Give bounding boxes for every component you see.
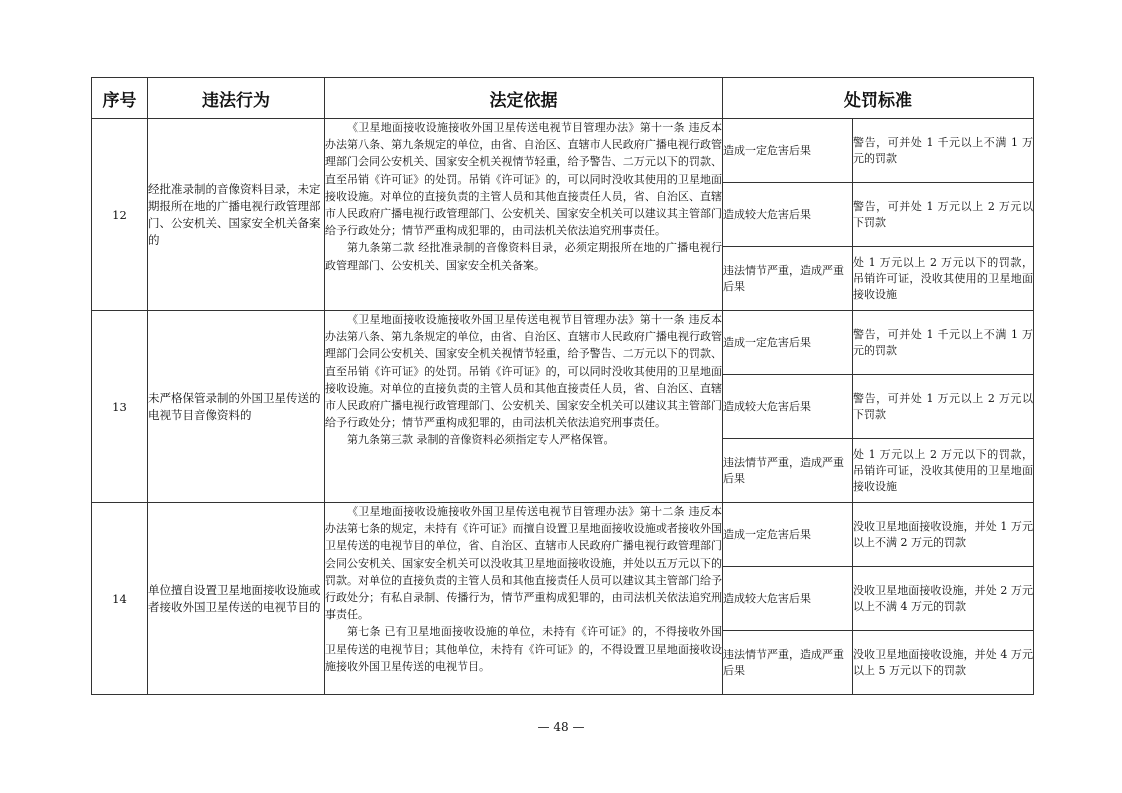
table-row (92, 119, 1034, 183)
row-number: 14 (92, 503, 148, 695)
condition-cell: 造成较大危害后果 (723, 183, 853, 247)
legal-basis-paragraph: 《卫星地面接收设施接收外国卫星传送电视节目管理办法》第十二条 违反本办法第七条的规定，未持有《许可证》而擅自设置卫星地面接收设施或者接收外国卫星传送的电视节目的单位，省、自治区、直辖市人民政府广播电视行政管理部门会同公安机关、国家安全机关可以没收其卫星地面接收设施，并处以五万元以下的罚款。对单位的直接负责的主管人员和其他直接责任人员可以建议其主管部门给予行政处分；有私自录制、传播行为，情节严重构成犯罪的，由司法机关依法追究刑事责任。 (325, 505, 722, 622)
condition-cell: 违法情节严重，造成严重后果 (723, 439, 853, 503)
penalty-cell: 处 1 万元以上 2 万元以下的罚款，吊销许可证，没收其使用的卫星地面接收设施 (853, 247, 1034, 311)
penalty-cell: 警告，可并处 1 千元以上不满 1 万元的罚款 (853, 119, 1034, 183)
legal-basis-paragraph: 第七条 已有卫星地面接收设施的单位，未持有《许可证》的，不得接收外国卫星传送的电视节目；其他单位，未持有《许可证》的，不得设置卫星地面接收设施接收外国卫星传送的电视节目。 (325, 625, 722, 673)
legal-basis-paragraph: 《卫星地面接收设施接收外国卫星传送电视节目管理办法》第十一条 违反本办法第八条、第九条规定的单位，由省、自治区、直辖市人民政府广播电视行政管理部门会同公安机关、国家安全机关视情节轻重，给予警告、二万元以下的罚款、直至吊销《许可证》的处罚。吊销《许可证》的，可以同时没收其使用的卫星地面接收设施。对单位的直接负责的主管人员和其他直接责任人员，省、自治区、直辖市人民政府广播电视行政管理部门、公安机关、国家安全机关可以建议其主管部门给予行政处分；情节严重构成犯罪的，由司法机关依法追究刑事责任。 (325, 313, 722, 430)
penalty-cell: 警告，可并处 1 千元以上不满 1 万元的罚款 (853, 311, 1034, 375)
condition-cell: 违法情节严重，造成严重后果 (723, 247, 853, 311)
page-number: — 48 — (537, 720, 585, 734)
condition-cell: 造成一定危害后果 (723, 119, 853, 183)
penalty-cell: 处 1 万元以上 2 万元以下的罚款，吊销许可证，没收其使用的卫星地面接收设施 (853, 439, 1034, 503)
violation-text: 单位擅自设置卫星地面接收设施或者接收外国卫星传送的电视节目的 (148, 503, 325, 695)
header-serial-number: 序号 (92, 78, 148, 119)
condition-cell: 违法情节严重，造成严重后果 (723, 631, 853, 695)
legal-basis-paragraph: 第九条第二款 经批准录制的音像资料目录，必须定期报所在地的广播电视行政管理部门、公安机关、国家安全机关备案。 (325, 241, 722, 272)
violation-text: 经批准录制的音像资料目录，未定期报所在地的广播电视行政管理部门、公安机关、国家安全机关备案的 (148, 119, 325, 311)
header-penalty-standard: 处罚标准 (723, 78, 1034, 119)
row-number: 12 (92, 119, 148, 311)
table-row (92, 503, 1034, 567)
row-number: 13 (92, 311, 148, 503)
penalty-cell: 没收卫星地面接收设施，并处 1 万元以上不满 2 万元的罚款 (853, 503, 1034, 567)
condition-cell: 造成较大危害后果 (723, 567, 853, 631)
condition-cell: 造成一定危害后果 (723, 503, 853, 567)
violation-text: 未严格保管录制的外国卫星传送的电视节目音像资料的 (148, 311, 325, 503)
legal-basis-cell (325, 119, 723, 311)
header-row (92, 78, 1034, 119)
condition-cell: 造成较大危害后果 (723, 375, 853, 439)
penalty-cell: 警告，可并处 1 万元以上 2 万元以下罚款 (853, 375, 1034, 439)
legal-basis-cell (325, 503, 723, 695)
penalty-table (91, 77, 1034, 695)
legal-basis-paragraph: 第九条第三款 录制的音像资料必须指定专人严格保管。 (347, 433, 615, 447)
penalty-cell: 没收卫星地面接收设施，并处 4 万元以上 5 万元以下的罚款 (853, 631, 1034, 695)
legal-basis-paragraph: 《卫星地面接收设施接收外国卫星传送电视节目管理办法》第十一条 违反本办法第八条、第九条规定的单位，由省、自治区、直辖市人民政府广播电视行政管理部门会同公安机关、国家安全机关视情节轻重，给予警告、二万元以下的罚款、直至吊销《许可证》的处罚。吊销《许可证》的，可以同时没收其使用的卫星地面接收设施。对单位的直接负责的主管人员和其他直接责任人员，省、自治区、直辖市人民政府广播电视行政管理部门、公安机关、国家安全机关可以建议其主管部门给予行政处分；情节严重构成犯罪的，由司法机关依法追究刑事责任。 (325, 121, 722, 238)
table-row (92, 311, 1034, 375)
legal-basis-cell (325, 311, 723, 503)
penalty-cell: 警告，可并处 1 万元以上 2 万元以下罚款 (853, 183, 1034, 247)
header-violation: 违法行为 (148, 78, 325, 119)
header-legal-basis: 法定依据 (325, 78, 723, 119)
condition-cell: 造成一定危害后果 (723, 311, 853, 375)
penalty-cell: 没收卫星地面接收设施，并处 2 万元以上不满 4 万元的罚款 (853, 567, 1034, 631)
